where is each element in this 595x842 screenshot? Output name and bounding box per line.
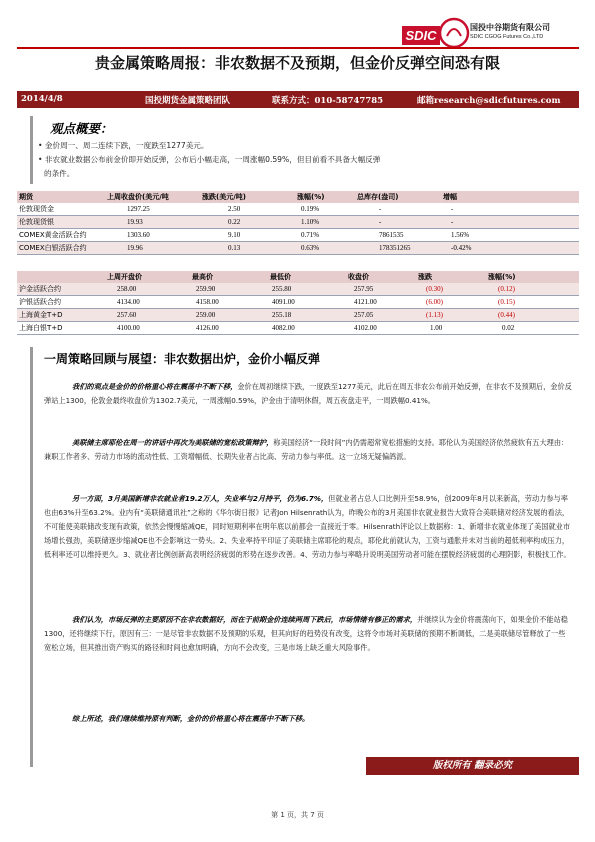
col-header: 增幅 xyxy=(443,193,457,201)
table-cell: 257.05 xyxy=(346,309,416,322)
table-row xyxy=(17,322,579,335)
header-divider xyxy=(17,47,579,49)
table-cell: 0.22 xyxy=(200,216,295,229)
table-cell: - xyxy=(441,216,579,229)
table-cell: 259.00 xyxy=(190,309,268,322)
table-cell: (6.00) xyxy=(416,296,486,309)
table-cell: 257.60 xyxy=(105,309,190,322)
paragraph-body: 并继续认为金价将震荡向下，如果金价不能站稳1300，还将继续下行，原因有三：一是尽管非农数据不及预期的乐观，但其向好的趋势没有改变，这将令市场对美联储的预期不断调低，二是美联储尽管释放了一些宽松立场，但其推出资产购买的路径和时间也愈加明确，方向不会改变，三是市场上缺乏重大风险事件。 xyxy=(44,615,568,652)
contact-email[interactable]: 邮箱research@sdicfutures.com xyxy=(417,96,561,106)
col-header: 涨幅(%) xyxy=(297,193,325,201)
paragraph-1 xyxy=(44,380,572,408)
paragraph-2 xyxy=(44,436,572,464)
contact-phone: 联系方式：010-58747785 xyxy=(272,96,384,106)
table-cell: 19.96 xyxy=(105,242,200,255)
paragraph-5 xyxy=(44,712,572,726)
col-header: 最高价 xyxy=(192,273,213,281)
col-header: 涨跌(美元/吨) xyxy=(202,193,246,201)
table-cell: -0.42% xyxy=(441,242,579,255)
table-cell: 255.80 xyxy=(268,283,346,296)
paragraph-3 xyxy=(44,492,572,562)
table-cell: 伦敦现货金 xyxy=(17,203,105,216)
col-header xyxy=(17,271,105,283)
col-header: 上周开盘价 xyxy=(107,273,142,281)
table-cell: 4121.00 xyxy=(346,296,416,309)
table-header-row xyxy=(17,271,579,283)
table-cell: 257.95 xyxy=(346,283,416,296)
table-row xyxy=(17,283,579,296)
table-cell: 255.18 xyxy=(268,309,346,322)
table-cell: (0.44) xyxy=(486,309,579,322)
company-name-en: SDIC CGOG Futures Co.,LTD xyxy=(470,34,544,40)
table-cell: 伦敦现货银 xyxy=(17,216,105,229)
table-cell: (0.15) xyxy=(486,296,579,309)
copyright-banner: 版权所有 翻录必究 xyxy=(366,757,579,775)
summary-bullet: • 金价周一、周二连续下跌，一度跌至1277美元。 xyxy=(38,141,209,150)
table-cell: 4082.00 xyxy=(268,322,346,335)
paragraph-lead: 美联储主席耶伦在周一的讲话中再次为美联储的宽松政策辩护， xyxy=(72,438,274,447)
summary-title: 观点概要： xyxy=(50,121,113,136)
paragraph-4 xyxy=(44,613,572,655)
table-cell: 0.19% xyxy=(295,203,355,216)
table-cell: 0.63% xyxy=(295,242,355,255)
page-number: 第 1 页，共 7 页 xyxy=(271,811,324,819)
domestic-price-table xyxy=(17,271,579,335)
table-cell: 上海黄金T+D xyxy=(17,309,105,322)
paragraph-body: 金价在周初继续下跌，一度跌至1277美元，此后在周五非农公布前开始反弹，在非农不及预期后，金价反弹站上1300，伦敦金最终收盘价为1302.7美元，一周涨幅0.59%，沪金由于清明休假，周五夜盘走平，一周跌幅0.41%。 xyxy=(44,382,572,405)
futures-price-table xyxy=(17,191,579,255)
paragraph-lead: 我们认为，市场反弹的主要原因不在非农数据好，而在于前期金价连续两周下跌后，市场情绪有修正的需求， xyxy=(72,615,418,624)
col-header: 涨跌 xyxy=(418,273,432,281)
info-banner xyxy=(17,91,579,108)
table-cell: 沪金活跃合约 xyxy=(17,283,105,296)
paragraph-lead: 另一方面，3月美国新增非农就业者19.2万人，失业率与2月持平，仍为6.7%， xyxy=(72,494,329,503)
col-header: 涨幅(%) xyxy=(488,273,516,281)
table-row xyxy=(17,203,579,216)
table-cell: 4158.00 xyxy=(190,296,268,309)
table-cell: COMEX黄金活跃合约 xyxy=(17,229,105,242)
table-cell: 4100.00 xyxy=(105,322,190,335)
table-cell: 沪银活跃合约 xyxy=(17,296,105,309)
col-header: 期货 xyxy=(19,193,33,201)
col-header: 总库存(盎司) xyxy=(357,193,399,201)
summary-bullet: • 非农就业数据公布前金价即开始反弹，公布后小幅走高，一周涨幅0.59%，但目前看不具备大幅反弹 xyxy=(38,155,381,164)
paragraph-lead: 我们的观点是金价的价格重心将在震荡中不断下移， xyxy=(72,382,238,391)
table-row xyxy=(17,296,579,309)
col-header: 收盘价 xyxy=(348,273,369,281)
table-cell: 0.02 xyxy=(486,322,579,335)
table-row xyxy=(17,309,579,322)
table-cell: 0.71% xyxy=(295,229,355,242)
table-cell: 1.10% xyxy=(295,216,355,229)
team-name: 国投期货金属策略团队 xyxy=(145,96,231,106)
table-cell: 4091.00 xyxy=(268,296,346,309)
table-cell: 1.00 xyxy=(416,322,486,335)
sdic-logo: SDIC xyxy=(402,26,440,45)
report-title: 贵金属策略周报：非农数据不及预期，但金价反弹空间恐有限 xyxy=(94,54,500,72)
table-row xyxy=(17,229,579,242)
table-cell: - xyxy=(355,203,441,216)
col-header: 上周收盘价(美元/吨 xyxy=(107,193,169,201)
table-cell: 178351265 xyxy=(355,242,441,255)
table-cell: 上海白银T+D xyxy=(17,322,105,335)
table-cell: - xyxy=(441,203,579,216)
table-cell: 7861535 xyxy=(355,229,441,242)
table-cell: (0.12) xyxy=(486,283,579,296)
paragraph-body: 但就业者占总人口比例升至58.9%，创2009年8月以来新高，劳动力参与率也由63%升至63.2%。业内有“美联储通讯社”之称的《华尔街日报》记者Jon Hilsenrath认为，昨晚公布的3月美国非农就业报告大致符合美联储对经济发展的看法，不可能使美联储改变现有政策，依然会慢慢缩减QE，同时短期利率在明年底以前都会一直接近于零。Hilsenrath评论以上数据称：1、新增非农就业体现了美国就业市场增长强劲，美联储逐步缩减QE也不会影响这一势头。2、失业率持平印证了美联储主席耶伦的观点，耶伦此前就认为，工资与通胀并未对当前的超低利率构成压力，低利率还可以维持更久。3、就业者比例创新高表明经济疲弱的形势在逐步改善。4、劳动力参与率略升说明美国劳动者可能在摆脱经济疲弱的心理阴影，积极找工作。 xyxy=(44,494,571,559)
table-cell: (1.13) xyxy=(416,309,486,322)
summary-bullet: 的条件。 xyxy=(44,169,75,178)
table-cell: (0.30) xyxy=(416,283,486,296)
review-title: 一周策略回顾与展望：非农数据出炉，金价小幅反弹 xyxy=(44,352,321,366)
table-row xyxy=(17,242,579,255)
col-header: 最低价 xyxy=(270,273,291,281)
table-cell: 2.50 xyxy=(200,203,295,216)
table-cell: 9.10 xyxy=(200,229,295,242)
table-cell: - xyxy=(355,216,441,229)
report-date: 2014/4/8 xyxy=(21,94,63,104)
paragraph-body: 称美国经济“一段时间”内仍需超常宽松措施的支持。耶伦认为美国经济依然疲软有五大理由：兼职工作者多、劳动力市场的流动性低、工资增幅低、长期失业者占比高、劳动力参与率低。这一立场无疑偏鸽派。 xyxy=(44,438,569,461)
paragraph-lead: 综上所述，我们继续维持原有判断，金价的价格重心将在震荡中不断下移。 xyxy=(72,714,310,723)
table-cell: 4134.00 xyxy=(105,296,190,309)
wheat-logo-icon xyxy=(437,16,471,50)
table-row xyxy=(17,216,579,229)
table-cell: 19.93 xyxy=(105,216,200,229)
table-cell: 4126.00 xyxy=(190,322,268,335)
table-cell: COMEX白银活跃合约 xyxy=(17,242,105,255)
table-cell: 4102.00 xyxy=(346,322,416,335)
table-header-row xyxy=(17,191,579,203)
table-cell: 0.13 xyxy=(200,242,295,255)
table-cell: 1297.25 xyxy=(105,203,200,216)
table-cell: 1.56% xyxy=(441,229,579,242)
company-name-cn: 国投中谷期货有限公司 xyxy=(470,23,550,32)
table-cell: 1303.60 xyxy=(105,229,200,242)
table-cell: 258.00 xyxy=(105,283,190,296)
table-cell: 259.90 xyxy=(190,283,268,296)
